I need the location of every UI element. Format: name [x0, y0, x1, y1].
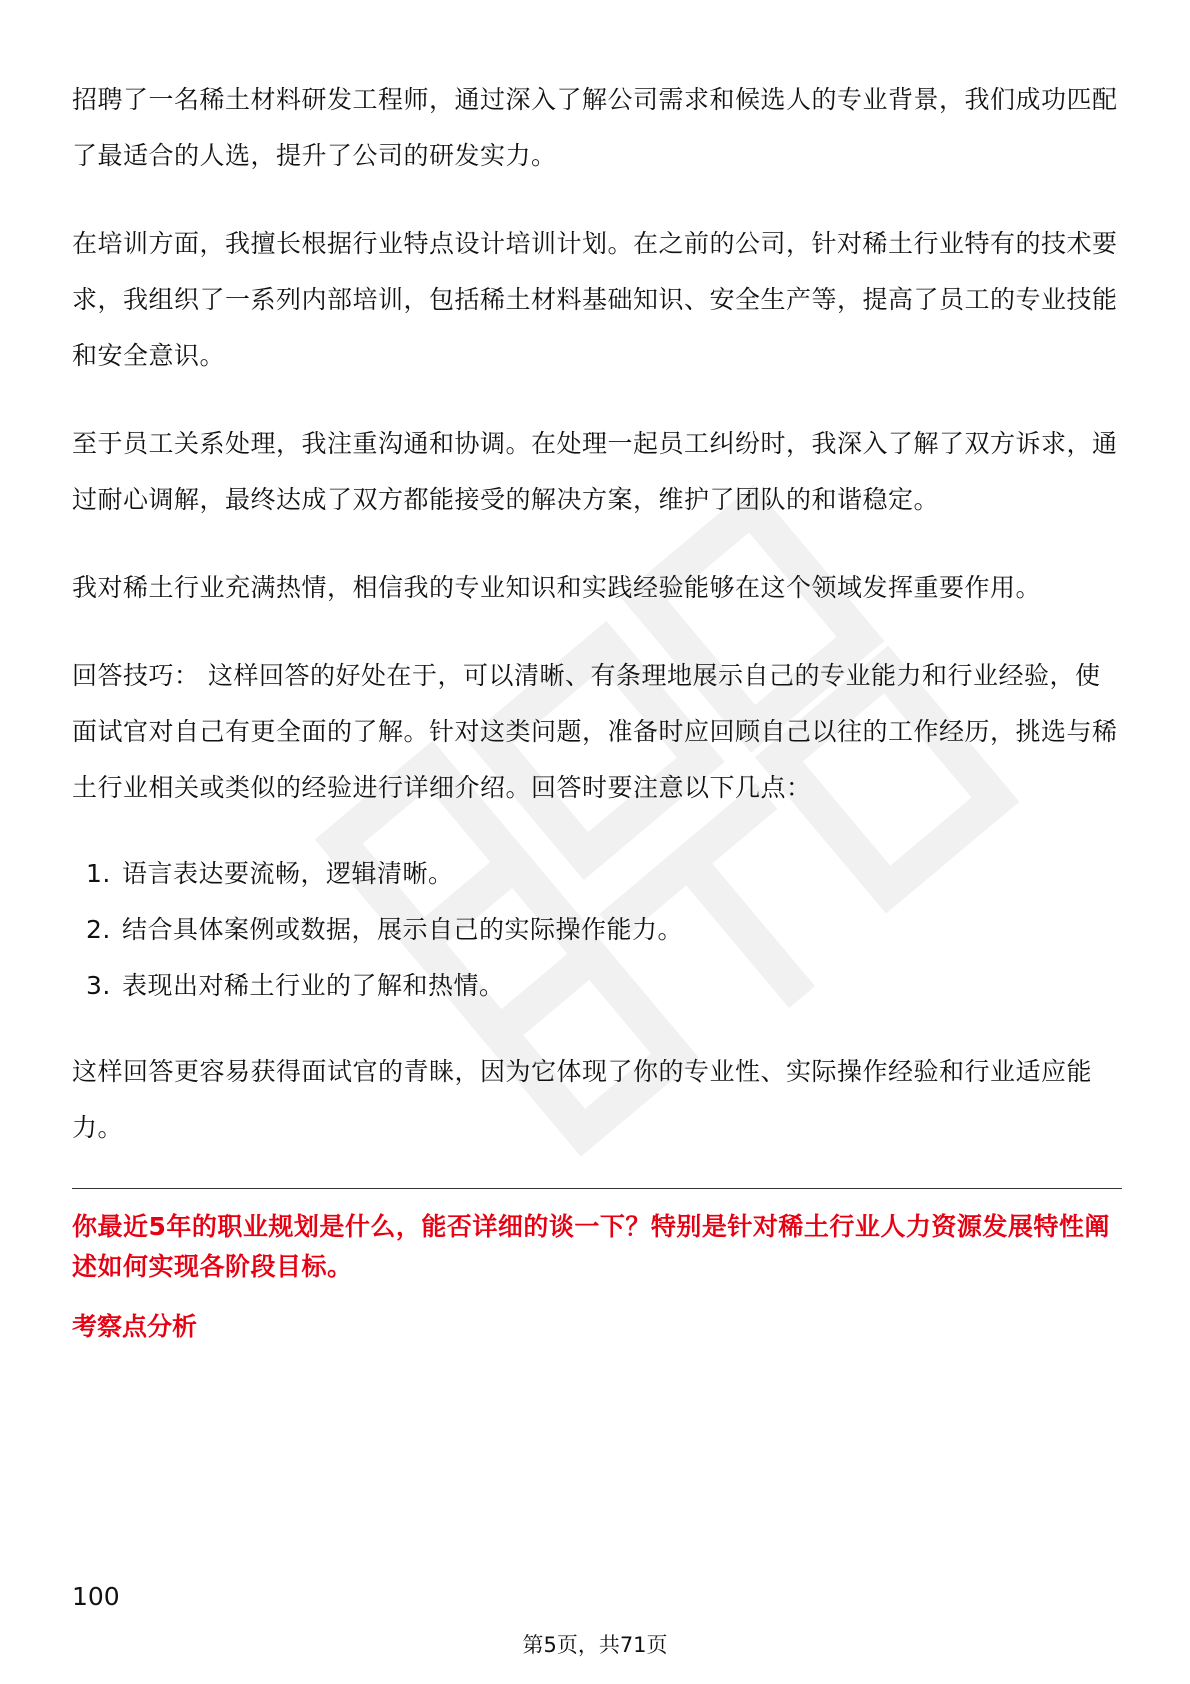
list-item-text: 语言表达要流畅，逻辑清晰。: [122, 859, 454, 888]
list-item: [72, 958, 1122, 1014]
page-footer: 第5页，共71页: [522, 1633, 668, 1657]
list-item-text: 结合具体案例或数据，展示自己的实际操作能力。: [122, 915, 684, 944]
list-item-number: 1.: [86, 859, 111, 888]
interview-question: 你最近5年的职业规划是什么，能否详细的谈一下？特别是针对稀土行业人力资源发展特性阐述如何实现各阶段目标。: [72, 1212, 1110, 1281]
paragraph-employee-relations: 至于员工关系处理，我注重沟通和协调。在处理一起员工纠纷时，我深入了解了双方诉求，通过耐心调解，最终达成了双方都能接受的解决方案，维护了团队的和谐稳定。: [72, 429, 1118, 514]
paragraph-passion: 我对稀土行业充满热情，相信我的专业知识和实践经验能够在这个领域发挥重要作用。: [72, 573, 1042, 602]
list-item-text: 表现出对稀土行业的了解和热情。: [122, 971, 505, 1000]
paragraph-training: 在培训方面，我擅长根据行业特点设计培训计划。在之前的公司，针对稀土行业特有的技术要求，我组织了一系列内部培训，包括稀土材料基础知识、安全生产等，提高了员工的专业技能和安全意识。: [72, 229, 1118, 370]
main-content: [72, 72, 1122, 1375]
paragraph-closing: 这样回答更容易获得面试官的青睐，因为它体现了你的专业性、实际操作经验和行业适应能力。: [72, 1057, 1093, 1142]
list-item: [72, 902, 1122, 958]
section-title: 考察点分析: [72, 1312, 198, 1341]
tips-list: [72, 846, 1122, 1014]
paragraph-recruitment: 招聘了一名稀土材料研发工程师，通过深入了解公司需求和候选人的专业背景，我们成功匹配了最适合的人选，提升了公司的研发实力。: [72, 85, 1118, 170]
list-item-number: 3.: [86, 971, 111, 1000]
page-number: 100: [72, 1582, 120, 1611]
list-item-number: 2.: [86, 915, 111, 944]
paragraph-answer-tips: 回答技巧： 这样回答的好处在于，可以清晰、有条理地展示自己的专业能力和行业经验，使面试官对自己有更全面的了解。针对这类问题，准备时应回顾自己以往的工作经历，挑选与稀土行业相关或类似的经验进行详细介绍。回答时要注意以下几点：: [72, 661, 1118, 802]
section-divider: [72, 1188, 1122, 1189]
list-item: [72, 846, 1122, 902]
